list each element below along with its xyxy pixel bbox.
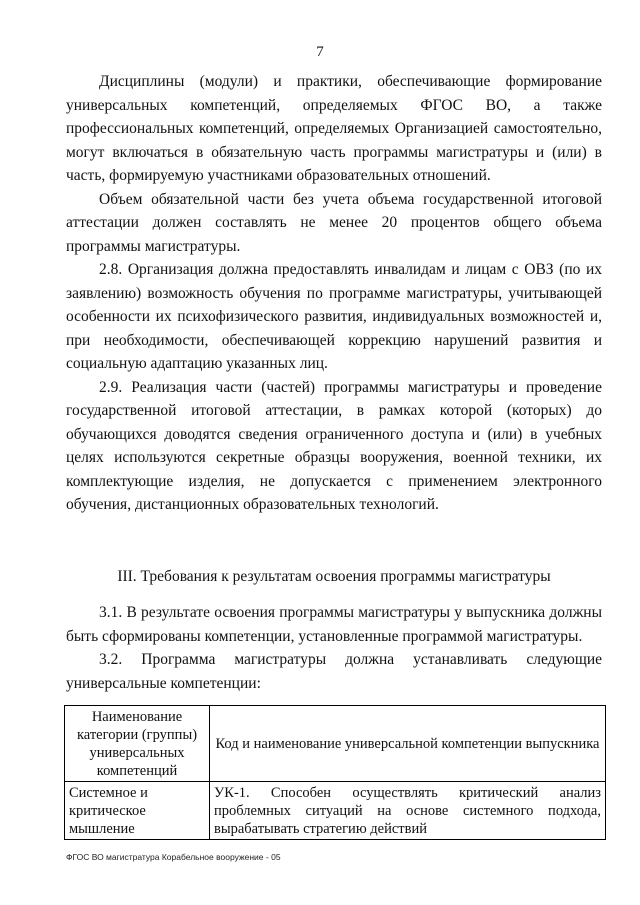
table-header-category: Наименование категории (группы) универсальных компетенций <box>65 706 210 782</box>
paragraph-3-2: 3.2. Программа магистратуры должна устанавливать следующие универсальные компетенции: <box>66 651 602 692</box>
paragraph-mandatory-volume: Объем обязательной части без учета объема государственной итоговой аттестации должен составлять не менее 20 процентов общего объема программы магистратуры. <box>66 190 602 255</box>
table-cell-competence: УК-1. Способен осуществлять критический анализ проблемных ситуаций на основе системного подхода, вырабатывать стратегию действий <box>210 782 606 840</box>
section-heading: III. Требования к результатам освоения программы магистратуры <box>117 567 551 585</box>
table-header-row <box>65 706 606 782</box>
table-cell-category: Системное и критическое мышление <box>65 782 210 840</box>
paragraph-3-1: 3.1. В результате освоения программы магистратуры у выпускника должны быть сформированы компетенции, установленные программой магистратуры. <box>66 604 602 645</box>
paragraph-2-8: 2.8. Организация должна предоставлять инвалидам и лицам с ОВЗ (по их заявлению) возможность обучения по программе магистратуры, учитывающей особенности их психофизического развития, индивидуальных возможностей и, при необходимости, обеспечивающей коррекцию нарушений развития и социальную адаптацию указанных лиц. <box>66 261 602 372</box>
competencies-table <box>64 705 606 840</box>
paragraph-2-9: 2.9. Реализация части (частей) программы магистратуры и проведение государственной итоговой аттестации, в рамках которой (которых) до обучающихся доводятся сведения ограниченного доступа и (или) в учебных целях используются секретные образцы вооружения, военной техники, их комплектующие изделия, не допускается с применением электронного обучения, дистанционных образовательных технологий. <box>66 378 602 513</box>
paragraph-disciplines: Дисциплины (модули) и практики, обеспечивающие формирование универсальных компетенций, определяемых ФГОС ВО, а также профессиональных компетенций, определяемых Организацией самостоятельно, могут включаться в обязательную часть программы магистратуры и (или) в часть, формируемую участниками образовательных отношений. <box>66 73 602 184</box>
page-footer: ФГОС ВО магистратура Корабельное вооружение - 05 <box>66 852 281 862</box>
table-header-competence: Код и наименование универсальной компетенции выпускника <box>210 706 606 782</box>
document-body <box>66 70 602 840</box>
page-number: 7 <box>316 44 324 60</box>
table-row <box>65 782 606 840</box>
